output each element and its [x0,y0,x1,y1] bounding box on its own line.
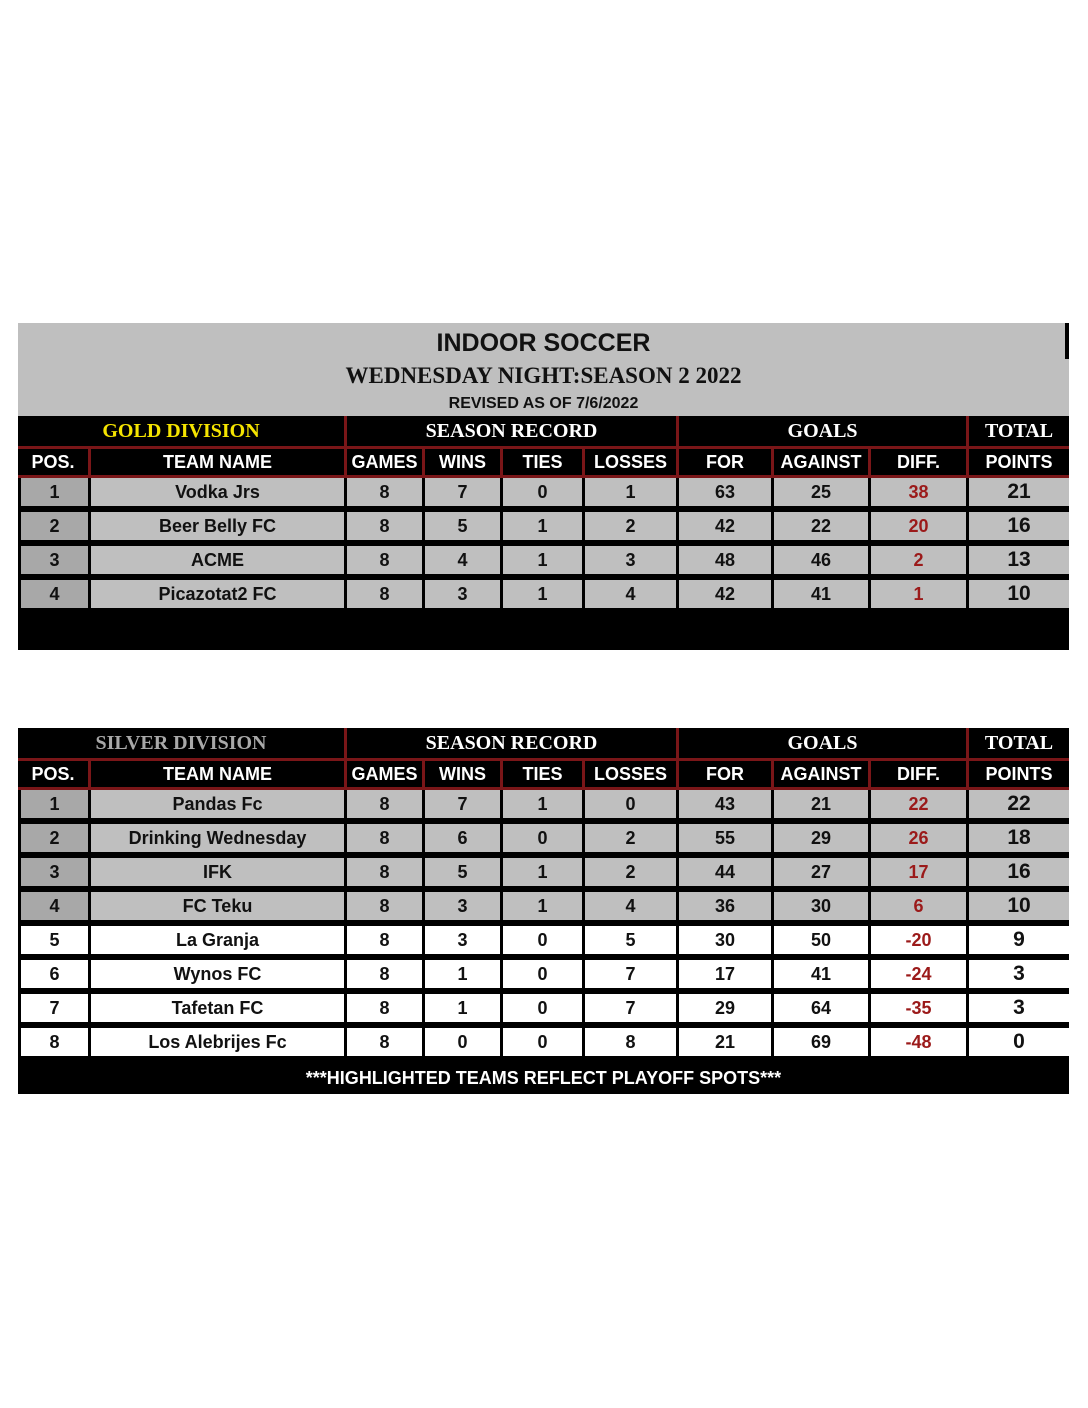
col-diff: DIFF. [868,761,966,790]
team-name-cell: Wynos FC [88,960,344,994]
goals-for-cell: 63 [676,478,771,512]
losses-cell: 5 [582,926,676,960]
pos-cell: 1 [18,478,88,512]
col-against: AGAINST [771,449,868,478]
ties-cell: 1 [500,580,582,614]
losses-cell: 7 [582,994,676,1028]
wins-cell: 3 [422,926,500,960]
table-row [18,512,1069,546]
team-name-cell: IFK [88,858,344,892]
table-row [18,824,1069,858]
goal-diff-cell: 2 [868,546,966,580]
col-points: POINTS [966,449,1069,478]
goal-diff-cell: 26 [868,824,966,858]
losses-cell: 2 [582,824,676,858]
games-cell: 8 [344,892,422,926]
revised-date: REVISED AS OF 7/6/2022 [448,395,639,412]
team-name-cell: Beer Belly FC [88,512,344,546]
team-name-cell: Vodka Jrs [88,478,344,512]
goal-diff-cell: -35 [868,994,966,1028]
games-cell: 8 [344,790,422,824]
wins-cell: 7 [422,478,500,512]
total-label: TOTAL [966,416,1069,449]
wins-cell: 5 [422,512,500,546]
points-cell: 22 [966,790,1069,824]
season-record-label: SEASON RECORD [344,416,676,449]
col-games: GAMES [344,449,422,478]
silver-standings-table [18,728,1069,1062]
goals-for-cell: 30 [676,926,771,960]
ties-cell: 0 [500,926,582,960]
goal-diff-cell: 38 [868,478,966,512]
pos-cell: 4 [18,892,88,926]
goals-against-cell: 27 [771,858,868,892]
wins-cell: 7 [422,790,500,824]
goal-diff-cell: 6 [868,892,966,926]
team-name-cell: Los Alebrijes Fc [88,1028,344,1062]
goals-for-cell: 43 [676,790,771,824]
goals-for-cell: 55 [676,824,771,858]
points-cell: 13 [966,546,1069,580]
games-cell: 8 [344,824,422,858]
pos-cell: 5 [18,926,88,960]
goals-for-cell: 42 [676,512,771,546]
pos-cell: 3 [18,546,88,580]
losses-cell: 2 [582,512,676,546]
col-pos: POS. [18,761,88,790]
team-name-cell: Picazotat2 FC [88,580,344,614]
wins-cell: 0 [422,1028,500,1062]
games-cell: 8 [344,512,422,546]
goal-diff-cell: -48 [868,1028,966,1062]
col-losses: LOSSES [582,761,676,790]
ties-cell: 1 [500,858,582,892]
col-team-name: TEAM NAME [88,761,344,790]
wins-cell: 1 [422,960,500,994]
season-record-label: SEASON RECORD [344,728,676,761]
team-name-cell: La Granja [88,926,344,960]
gold-division-block [18,416,1069,614]
team-name-cell: Tafetan FC [88,994,344,1028]
goals-for-cell: 44 [676,858,771,892]
table-row [18,1028,1069,1062]
team-name-cell: Drinking Wednesday [88,824,344,858]
wins-cell: 5 [422,858,500,892]
games-cell: 8 [344,1028,422,1062]
silver-division-label: SILVER DIVISION [18,728,344,761]
wins-cell: 3 [422,580,500,614]
ties-cell: 1 [500,892,582,926]
losses-cell: 4 [582,580,676,614]
table-row [18,960,1069,994]
gold-column-header-row [18,449,1069,478]
team-name-cell: ACME [88,546,344,580]
wins-cell: 6 [422,824,500,858]
losses-cell: 2 [582,858,676,892]
ties-cell: 0 [500,824,582,858]
goals-against-cell: 46 [771,546,868,580]
points-cell: 16 [966,858,1069,892]
losses-cell: 8 [582,1028,676,1062]
goal-diff-cell: 20 [868,512,966,546]
gold-standings-table [18,416,1069,614]
ties-cell: 1 [500,546,582,580]
points-cell: 0 [966,1028,1069,1062]
table-row [18,580,1069,614]
games-cell: 8 [344,960,422,994]
col-against: AGAINST [771,761,868,790]
points-cell: 10 [966,580,1069,614]
wins-cell: 4 [422,546,500,580]
wins-cell: 1 [422,994,500,1028]
table-row [18,858,1069,892]
pos-cell: 1 [18,790,88,824]
gold-section-row [18,416,1069,449]
points-cell: 10 [966,892,1069,926]
goals-against-cell: 50 [771,926,868,960]
goal-diff-cell: -24 [868,960,966,994]
losses-cell: 1 [582,478,676,512]
col-ties: TIES [500,449,582,478]
goals-for-cell: 21 [676,1028,771,1062]
ties-cell: 1 [500,790,582,824]
games-cell: 8 [344,580,422,614]
col-diff: DIFF. [868,449,966,478]
wins-cell: 3 [422,892,500,926]
table-row [18,790,1069,824]
team-name-cell: Pandas Fc [88,790,344,824]
goals-against-cell: 30 [771,892,868,926]
points-cell: 3 [966,994,1069,1028]
losses-cell: 3 [582,546,676,580]
col-pos: POS. [18,449,88,478]
losses-cell: 4 [582,892,676,926]
pos-cell: 2 [18,824,88,858]
table-row [18,994,1069,1028]
ties-cell: 1 [500,512,582,546]
goals-for-cell: 17 [676,960,771,994]
goals-against-cell: 29 [771,824,868,858]
goals-against-cell: 25 [771,478,868,512]
pos-cell: 4 [18,580,88,614]
goal-diff-cell: 22 [868,790,966,824]
table-row [18,478,1069,512]
games-cell: 8 [344,546,422,580]
ties-cell: 0 [500,994,582,1028]
goals-against-cell: 41 [771,580,868,614]
table-row [18,926,1069,960]
silver-column-header-row [18,761,1069,790]
games-cell: 8 [344,926,422,960]
col-ties: TIES [500,761,582,790]
standings-header [18,323,1069,416]
table-row [18,546,1069,580]
silver-division-block [18,728,1069,1094]
losses-cell: 0 [582,790,676,824]
team-name-cell: FC Teku [88,892,344,926]
pos-cell: 6 [18,960,88,994]
silver-section-row [18,728,1069,761]
pos-cell: 7 [18,994,88,1028]
pos-cell: 2 [18,512,88,546]
goal-diff-cell: -20 [868,926,966,960]
goals-for-cell: 29 [676,994,771,1028]
page-subtitle: WEDNESDAY NIGHT:SEASON 2 2022 [345,363,742,388]
col-points: POINTS [966,761,1069,790]
goals-against-cell: 64 [771,994,868,1028]
page-title: INDOOR SOCCER [436,329,651,357]
goals-label: GOALS [676,728,966,761]
col-for: FOR [676,449,771,478]
points-cell: 9 [966,926,1069,960]
goals-against-cell: 41 [771,960,868,994]
gold-footer-bar [18,611,1069,650]
goals-against-cell: 21 [771,790,868,824]
col-wins: WINS [422,449,500,478]
playoff-note: ***HIGHLIGHTED TEAMS REFLECT PLAYOFF SPOTS*** [18,1062,1069,1094]
pos-cell: 3 [18,858,88,892]
losses-cell: 7 [582,960,676,994]
table-row [18,892,1069,926]
goals-against-cell: 22 [771,512,868,546]
col-losses: LOSSES [582,449,676,478]
points-cell: 21 [966,478,1069,512]
col-for: FOR [676,761,771,790]
total-label: TOTAL [966,728,1069,761]
points-cell: 16 [966,512,1069,546]
games-cell: 8 [344,478,422,512]
col-wins: WINS [422,761,500,790]
col-team-name: TEAM NAME [88,449,344,478]
goals-for-cell: 48 [676,546,771,580]
points-cell: 3 [966,960,1069,994]
ties-cell: 0 [500,478,582,512]
games-cell: 8 [344,858,422,892]
goal-diff-cell: 1 [868,580,966,614]
pos-cell: 8 [18,1028,88,1062]
ties-cell: 0 [500,1028,582,1062]
gold-division-label: GOLD DIVISION [18,416,344,449]
games-cell: 8 [344,994,422,1028]
goals-against-cell: 69 [771,1028,868,1062]
goals-for-cell: 36 [676,892,771,926]
goal-diff-cell: 17 [868,858,966,892]
points-cell: 18 [966,824,1069,858]
ties-cell: 0 [500,960,582,994]
goals-label: GOALS [676,416,966,449]
goals-for-cell: 42 [676,580,771,614]
col-games: GAMES [344,761,422,790]
